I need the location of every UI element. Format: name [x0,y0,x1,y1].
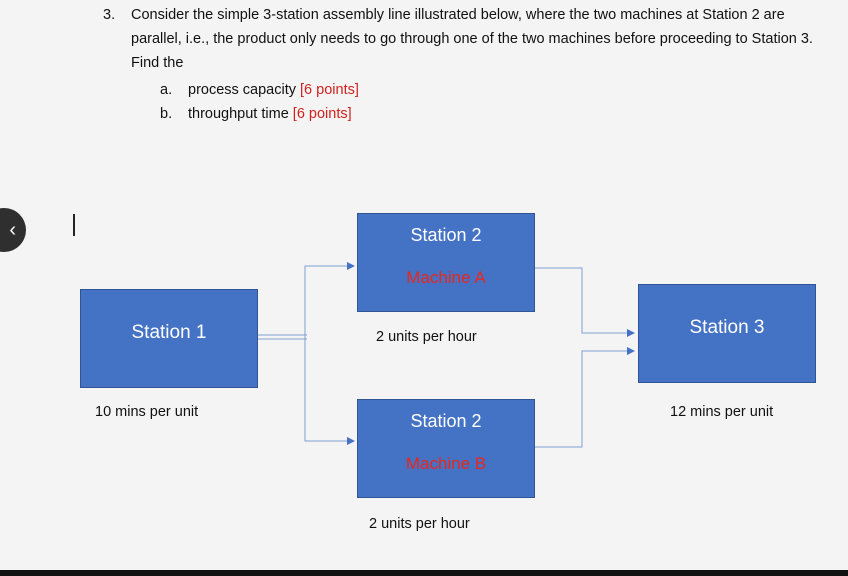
item-a-points: [6 points] [300,82,359,98]
question-number: 3. [103,7,116,23]
connector-to-machine-b [305,337,354,441]
connector-machine-a-to-s3 [535,268,634,333]
chevron-left-icon: ‹ [9,218,16,241]
station-3-title: Station 3 [689,317,765,338]
item-b-points: [6 points] [292,106,352,122]
item-b-label: b. [160,106,173,122]
connector-machine-b-to-s3 [535,351,634,447]
item-a-text: process capacity [188,82,296,98]
station-2-machine-b-box [357,399,535,498]
station-2-machine-a-box [357,213,535,312]
station-2b-title: Station 2 [410,411,482,431]
item-b-text: throughput time [188,106,289,122]
station-1-caption: 10 mins per unit [95,404,199,420]
station-1-title: Station 1 [131,322,207,343]
station-1-box [80,289,258,388]
station-3-caption: 12 mins per unit [670,404,774,420]
machine-a-caption: 2 units per hour [376,329,477,345]
station-3-box [638,284,816,383]
machine-b-caption: 2 units per hour [369,516,470,532]
item-a-label: a. [160,82,173,98]
station-2a-title: Station 2 [410,225,482,245]
bottom-bar [0,570,848,576]
machine-a-label: Machine A [406,268,486,287]
question-text: Consider the simple 3-station assembly line illustrated below, where the two machines at Station 2 are parallel, i.e., the product only needs to go through one of the two machines before proceeding to Station 3. Find the [131,7,813,71]
connector-to-machine-a [305,266,354,337]
machine-b-label: Machine B [405,454,487,473]
